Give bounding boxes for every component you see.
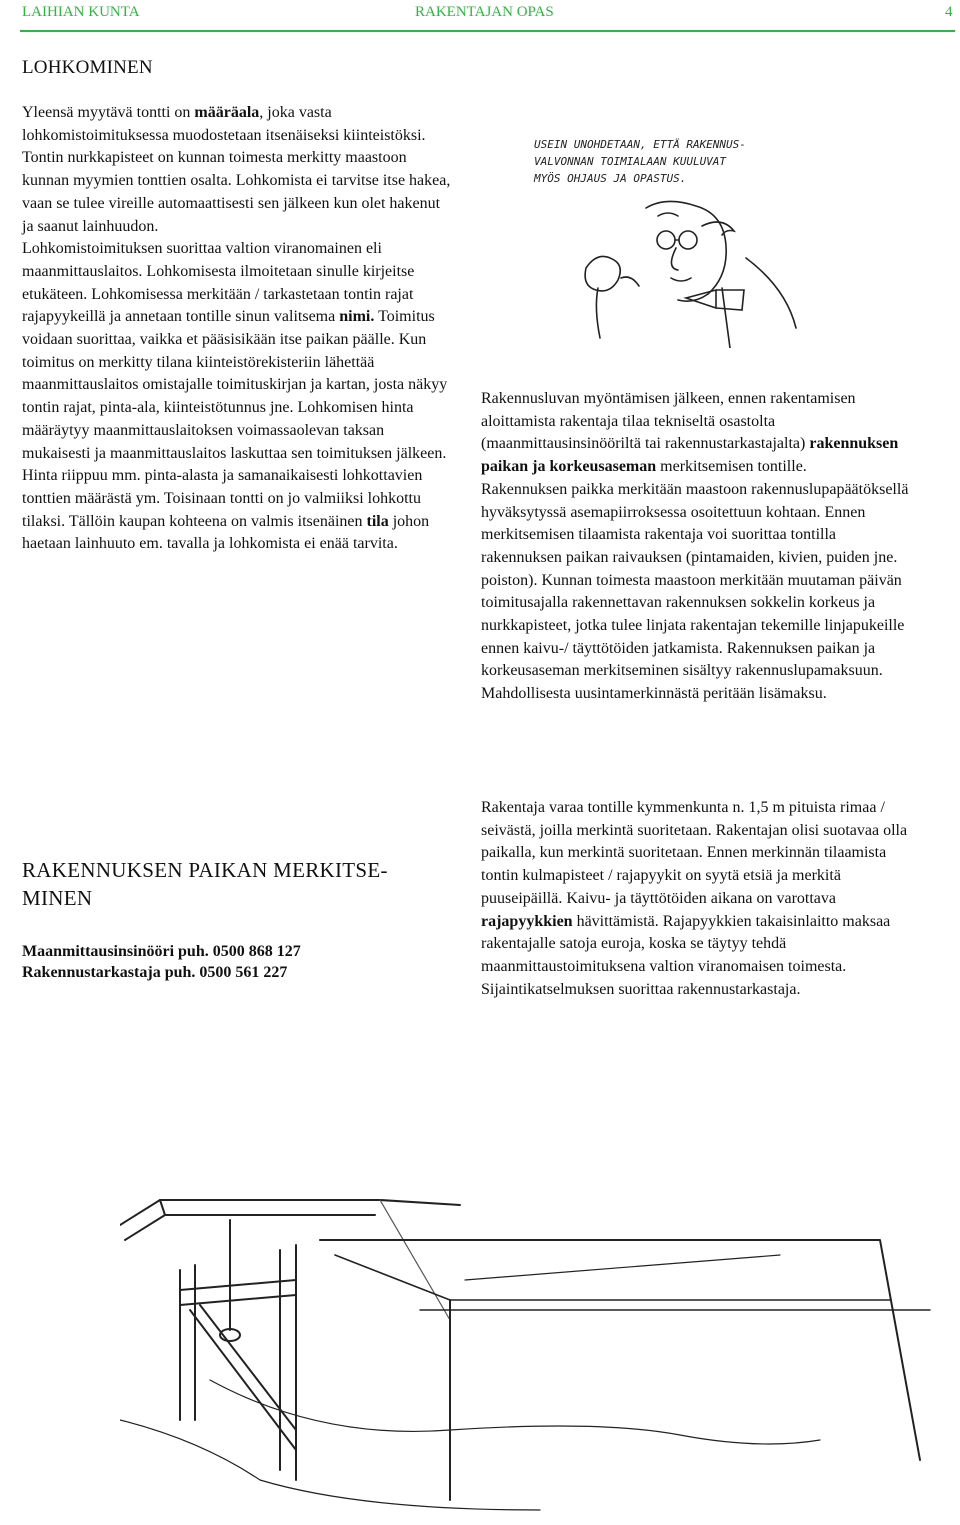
cartoon-illustration (526, 128, 826, 348)
contact-inspector: Rakennustarkastaja puh. 0500 561 227 (22, 964, 288, 981)
sketch-line (125, 1215, 375, 1240)
cartoon-caption-line: VALVONNAN TOIMIALAAN KUULUVAT (534, 155, 727, 168)
text-run: Rakennusluvan myöntämisen jälkeen, ennen rakentamisen aloittamista rakentaja tilaa tekniseltä osastolta (maanmittausinsinööriltä tai rakennustarkastajalta) (481, 390, 856, 453)
section-title-line: RAKENNUKSEN PAIKAN MERKITSE- (22, 858, 388, 882)
section-title-lohkominen: LOHKOMINEN (22, 57, 153, 78)
paragraph (481, 388, 911, 479)
batter-board-sketch (120, 1180, 955, 1525)
sketch-line (120, 1200, 460, 1225)
sketch-line (380, 1200, 450, 1320)
paragraph (481, 797, 911, 1001)
header-guide-title: RAKENTAJAN OPAS (415, 4, 554, 20)
right-column-text (481, 388, 911, 706)
sketch-line (210, 1380, 820, 1444)
paragraph: Rakennuksen paikka merkitään maastoon rakennuslupapäätöksellä hyväksytyssä asemapiirroksessa osoitettuun kohtaan. Ennen merkitsemisen tilaamista rakentaja voi suorittaa tontilla rakennuksen paikan raivauksen (pintamaiden, kivien, puiden jne. poiston). Kunnan toimesta maastoon merkitään muutaman päivän toimitusajalla rakennettavan rakennuksen sokkelin korkeus ja nurkkapisteet, jotka tulee linjata rakentajan tekemille linjapukeille ennen kaivu-/ täyttötöiden jatkamista. Rakennuksen paikan ja korkeusaseman merkitseminen sisältyy rakennuslupamaksuun. Mahdollisesta uusintamerkinnästä peritään lisämaksu. (481, 480, 909, 703)
bold-term: määräala (194, 104, 260, 121)
cartoon-caption-line: MYÖS OHJAUS JA OPASTUS. (534, 172, 687, 185)
section-title-paikan-merkitseminen (22, 856, 388, 912)
text-run: merkitsemisen tontille. (656, 458, 807, 476)
contact-info (22, 941, 301, 983)
section-title-line: MINEN (22, 886, 93, 910)
sketch-line (180, 1280, 296, 1290)
header-divider (20, 30, 955, 32)
sketch-line (180, 1295, 296, 1305)
cartoon-caption-line: USEIN UNOHDETAAN, ETTÄ RAKENNUS- (534, 138, 746, 151)
inspector-figure-icon (585, 201, 796, 348)
contact-surveyor: Maanmittausinsinööri puh. 0500 868 127 (22, 943, 301, 960)
sketch-line (320, 1240, 920, 1460)
text-run: hävittämistä. Rajapyykkien takaisinlaitto maksaa rakentajalle satoja euroja, koska se täytyy tehdä maanmittaustoimituksena valtion viranomaisen toimesta. Sijaintikatselmuksen suorittaa rakennustarkastaja. (481, 912, 891, 998)
sketch-line (465, 1255, 780, 1280)
sketch-line (120, 1420, 540, 1510)
sketch-line (335, 1255, 890, 1300)
text-run: johon haetaan lainhuuto em. tavalla ja lohkomista ei enää tarvita. (22, 512, 430, 553)
header-municipality: LAIHIAN KUNTA (22, 4, 140, 20)
page-number: 4 (945, 4, 953, 20)
bold-term: nimi. (339, 308, 375, 326)
bold-term: tila (366, 512, 389, 530)
text-run: Yleensä myytävä tontti on (22, 104, 195, 121)
bold-term: rakennuksen paikan ja korkeusaseman (481, 435, 899, 476)
paragraph (22, 102, 452, 238)
right-column-text-2 (481, 797, 911, 1001)
text-run: Rakentaja varaa tontille kymmenkunta n. 1,5 m pituista rimaa / seivästä, joilla merkintä suoritetaan. Rakentajan olisi suotavaa olla paikalla, kun merkintä suoritetaan. Ennen merkinnän tilaamista tontin kulmapisteet / rajapyykit on syytä etsiä ja merkitä puuseipäillä. Kaivu- ja täyttötöiden aikana on varottava (481, 799, 908, 907)
bold-term: rajapyykkien (481, 912, 573, 930)
text-run: , joka vasta lohkomistoimituksessa muodostetaan itsenäiseksi kiinteistöksi. Tontin nurkkapisteet on kunnan toimesta merkitty maastoon kunnan myymien tonttien osalta. Lohkomista ei tarvitse itse hakea, vaan se tulee vireille automaattisesti sen jälkeen kun olet hakenut ja saanut lainhuudon. (22, 104, 451, 235)
sketch-line (160, 1200, 165, 1215)
text-run: Lohkomistoimituksen suorittaa valtion viranomainen eli maanmittauslaitos. Lohkomisesta ilmoitetaan sinulle kirjeitse etukäteen. Lohkomisessa merkitään / tarkastetaan tontin rajat rajapyykeillä ja annetaan tontille sinun valitsema (22, 240, 415, 326)
text-run: Toimitus voidaan suorittaa, vaikka et pääsisikään itse paikan päälle. Kun toimitus on merkitty tilana kiinteistörekisteriin lähettää maanmittauslaitos omistajalle toimituskirjan ja kartan, josta näkyy tontin rajat, pinta-ala, kiinteistötunnus jne. Lohkomisen hinta määräytyy maanmittauslaitoksen voimassaolevan taksan mukaisesti ja maanmittauslaitos laskuttaa sen toimituksen jälkeen. Hinta riippuu mm. pinta-alasta ja samanaikaisesti lohkottavien tonttien määrästä ym. Toisinaan tontti on jo valmiiksi lohkottu tilaksi. Tällöin kaupan kohteena on valmis itsenäinen (22, 308, 448, 530)
left-column-text (22, 102, 452, 556)
paragraph (22, 238, 452, 556)
